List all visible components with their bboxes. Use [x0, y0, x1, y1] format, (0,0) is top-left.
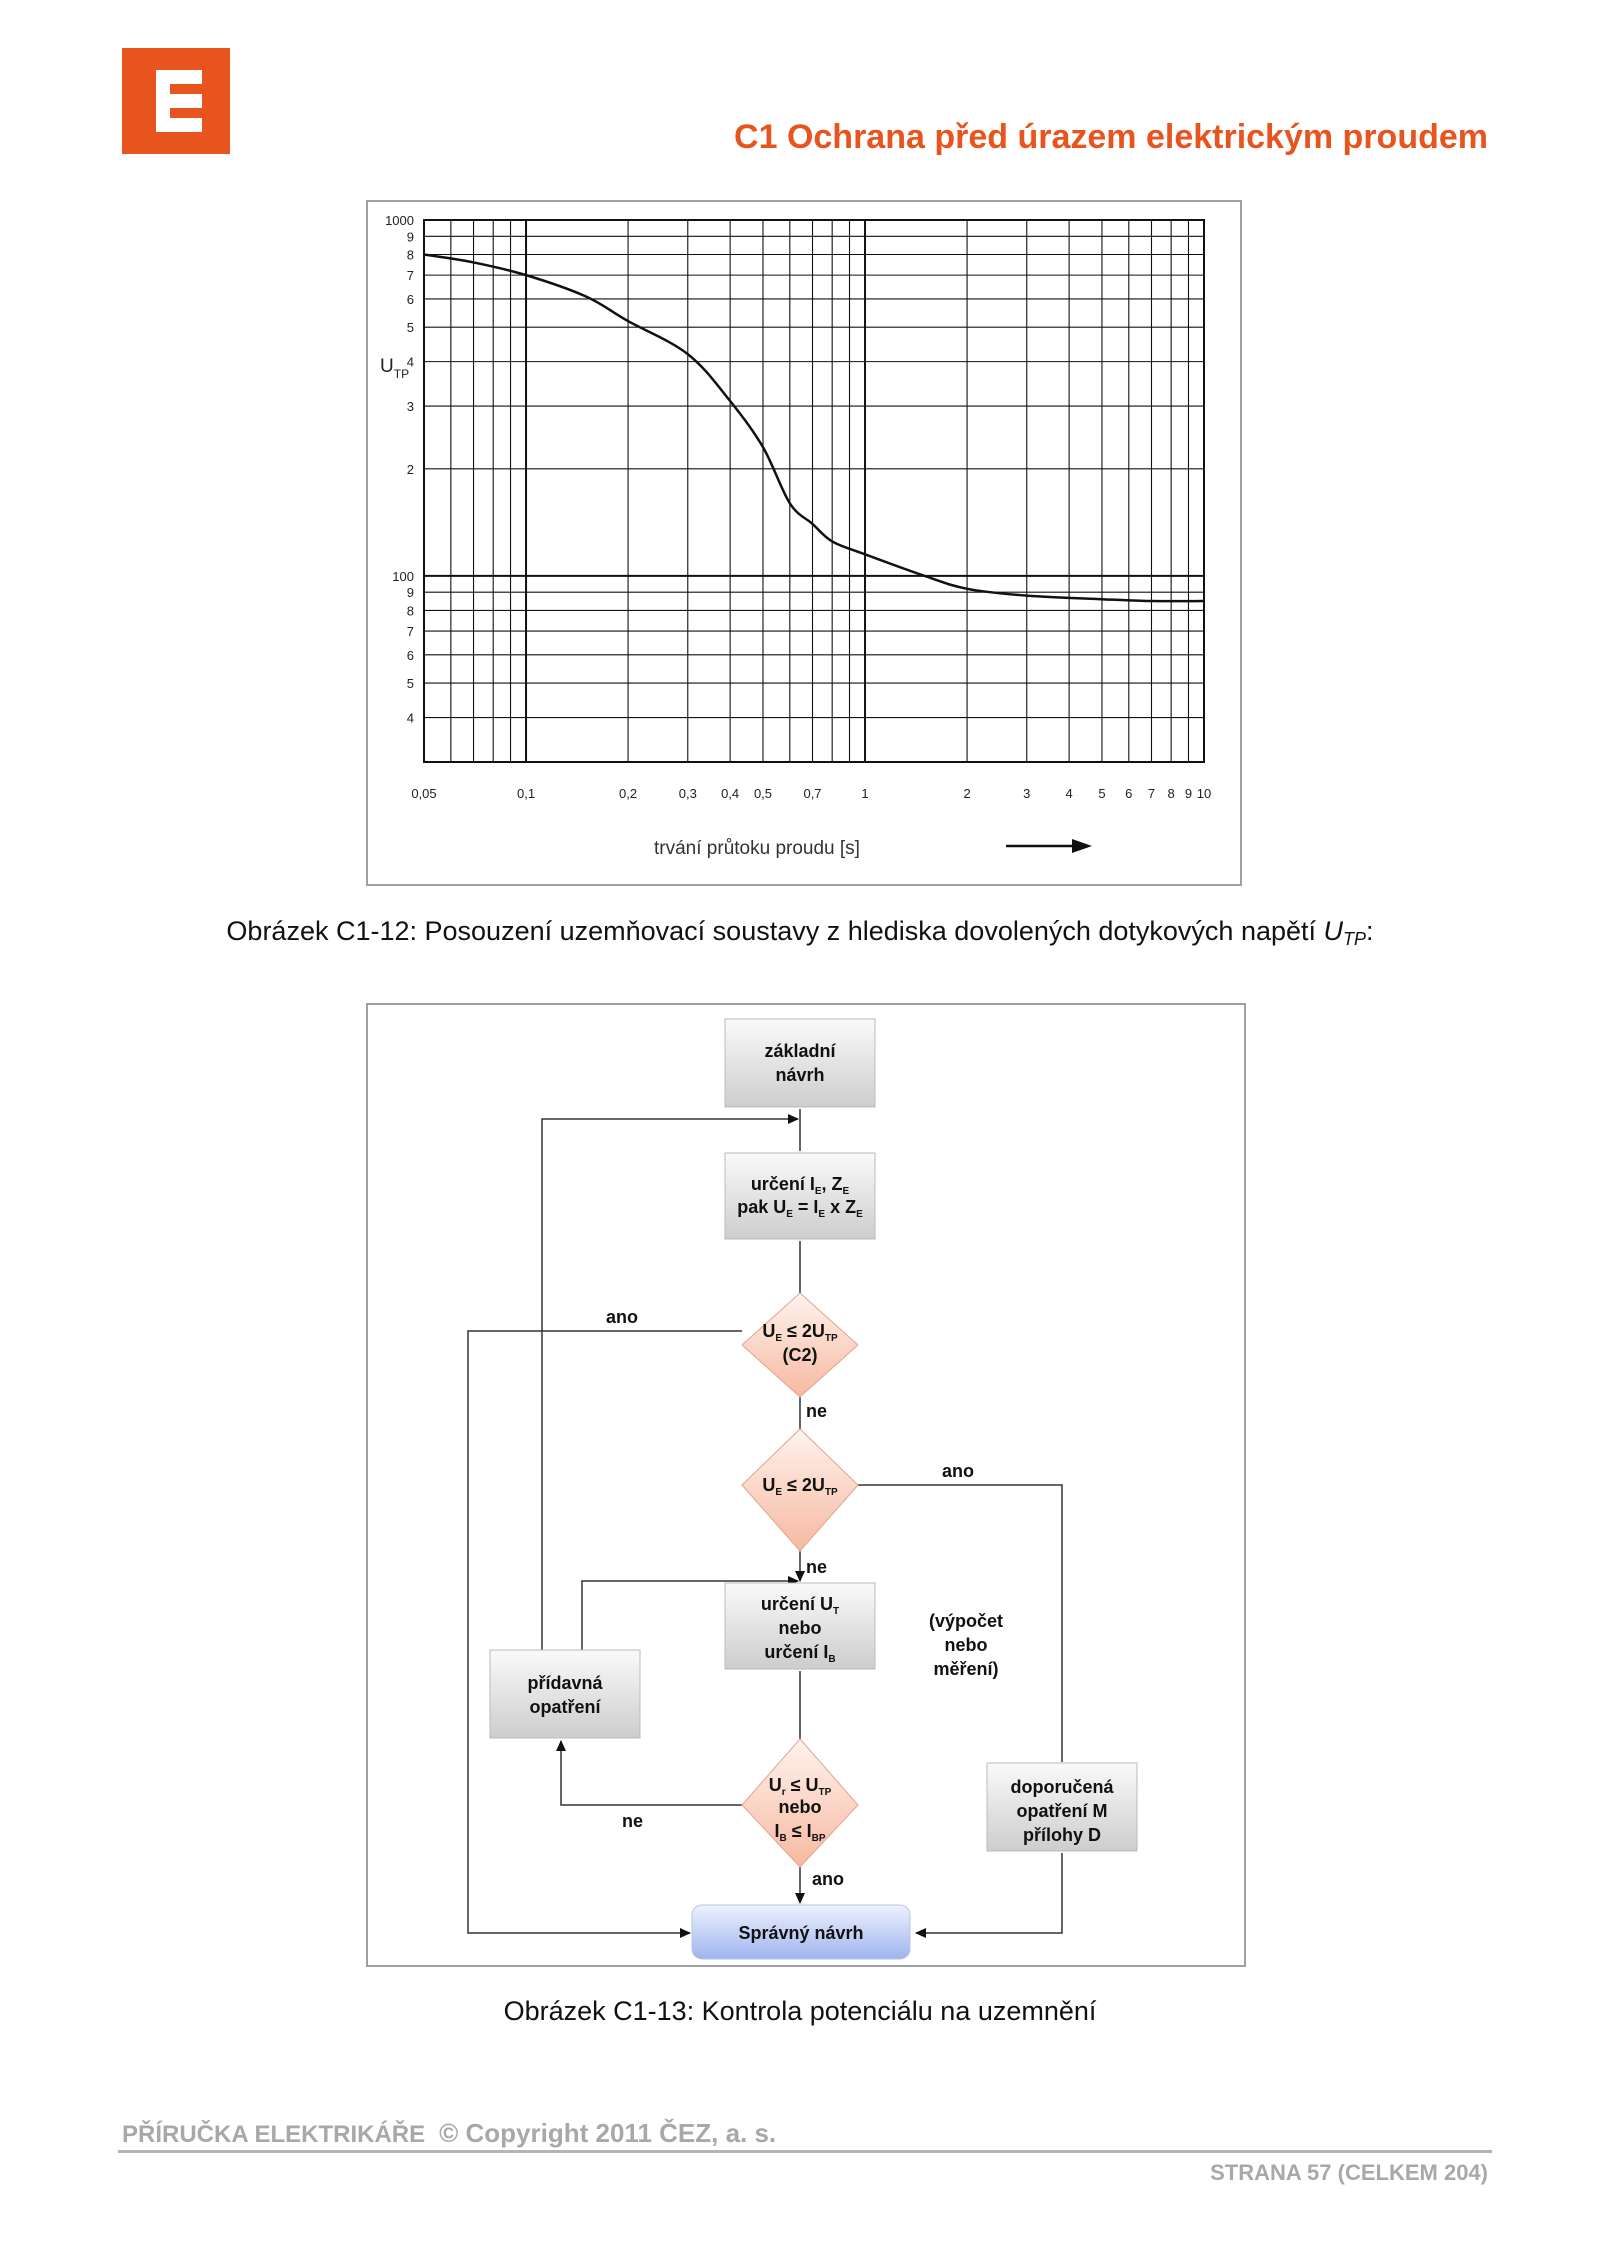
x-tick-label: 0,5 — [753, 786, 773, 801]
cez-logo — [122, 48, 230, 154]
svg-text:určení UT: určení $U_T$ — [760, 1594, 840, 1617]
svg-text:IB ≤ IBP: $I_B \le I_{BP}$ — [774, 1821, 826, 1844]
y-tick-label: 100 — [392, 568, 414, 584]
svg-text:Ur ≤ UTP: $U_r \le U_{TP}$ — [768, 1775, 832, 1798]
svg-text:UE ≤ 2UTP: $U_E \le 2U_{TP}$ — [762, 1321, 838, 1344]
footer-left — [122, 2118, 776, 2149]
svg-text:doporučená: doporučená — [1010, 1777, 1114, 1797]
figure-2-caption: Obrázek C1-13: Kontrola potenciálu na uzemnění — [503, 1996, 1097, 2026]
x-tick-label: 1 — [861, 786, 869, 801]
label-ano-2: ano — [942, 1461, 975, 1481]
figure-1-chart — [366, 200, 1242, 886]
svg-text:UE ≤ 2UTP: $U_E \le 2U_{TP}$ — [762, 1475, 838, 1498]
x-tick-label: 0,2 — [619, 786, 638, 801]
y-tick-label: 8 — [406, 247, 414, 263]
footer-divider — [118, 2150, 1492, 2153]
node-spravny-navrh — [692, 1905, 910, 1959]
x-tick-label: 0,7 — [803, 786, 822, 801]
svg-text:(výpočet: (výpočet — [928, 1611, 1004, 1631]
chart-series-line — [424, 254, 1204, 601]
footer-copyright: © Copyright 2011 ČEZ, a. s. — [439, 2118, 777, 2148]
svg-text:přídavná: přídavná — [527, 1673, 603, 1693]
y-tick-label: 1000 — [385, 213, 414, 228]
y-tick-label: 9 — [406, 585, 414, 601]
svg-text:nebo: nebo — [778, 1797, 822, 1817]
flowchart — [368, 1005, 1244, 1965]
figure-1-caption-end: : — [1366, 916, 1374, 946]
figure-2-flowchart — [366, 1003, 1246, 1967]
svg-text:pak UE = IE x ZE: pak $U_E = I_E$ x $Z_E$ — [737, 1197, 863, 1220]
svg-text:určení IB: určení $I_B$ — [764, 1642, 836, 1665]
footer-page-number: STRANA 57 (CELKEM 204) — [1210, 2160, 1488, 2185]
label-ne-3: ne — [622, 1811, 644, 1831]
edge-dec3-ne — [561, 1741, 742, 1805]
svg-text:měření): měření) — [933, 1659, 999, 1679]
svg-text:nebo: nebo — [778, 1618, 822, 1638]
y-tick-label: 6 — [406, 291, 414, 307]
svg-text:Správný návrh: Správný návrh — [738, 1923, 864, 1943]
x-tick-label: 0,4 — [721, 786, 740, 801]
node-pridavna-opatreni — [490, 1650, 640, 1738]
y-tick-label: 9 — [406, 229, 414, 245]
y-tick-label: 3 — [406, 399, 414, 415]
edge-dec1-ano — [468, 1331, 742, 1933]
right-arrow-icon — [1006, 839, 1092, 853]
y-tick-label: 4 — [406, 710, 414, 726]
y-tick-label: 5 — [406, 320, 414, 336]
node-urceni-ut — [725, 1583, 875, 1669]
x-tick-label: 6 — [1125, 786, 1133, 801]
y-tick-label: 5 — [406, 676, 414, 692]
x-tick-label: 5 — [1098, 786, 1106, 801]
y-tick-label: 4 — [406, 354, 414, 370]
figure-1-caption — [0, 916, 1600, 950]
y-tick-label: 8 — [406, 603, 414, 619]
node-zakladni-navrh — [725, 1019, 875, 1107]
svg-text:základní: základní — [764, 1041, 836, 1061]
svg-text:opatření: opatření — [529, 1697, 601, 1717]
node-doporucena-opatreni — [987, 1763, 1137, 1851]
page-title: C1 Ochrana před úrazem elektrickým proudem — [734, 118, 1488, 156]
edge-doporucena-spravny — [916, 1853, 1062, 1933]
node-urceni-ie-ze — [725, 1153, 875, 1239]
y-axis-label: $U_{TP}$ — [380, 356, 410, 381]
svg-text:přílohy D: přílohy D — [1022, 1825, 1102, 1845]
y-tick-label: 7 — [406, 268, 414, 284]
figure-1-caption-var: U — [1323, 916, 1344, 946]
decision-ur-utp — [742, 1739, 858, 1867]
svg-text:nebo: nebo — [944, 1635, 988, 1655]
x-tick-label: 8 — [1167, 786, 1175, 801]
label-ano-3: ano — [812, 1869, 845, 1889]
y-tick-label: 6 — [406, 647, 414, 663]
x-tick-label: 0,3 — [678, 786, 697, 801]
x-tick-labels — [411, 786, 1211, 801]
y-tick-label: 2 — [406, 461, 414, 477]
decision-ue-2utp-c2 — [742, 1293, 858, 1397]
svg-text:návrh: návrh — [775, 1065, 825, 1085]
svg-text:určení IE, ZE: určení $I_E$, $Z_E$ — [750, 1174, 850, 1197]
footer-publication: PŘÍRUČKA ELEKTRIKÁŘE — [122, 2121, 426, 2148]
chart — [368, 202, 1240, 884]
x-tick-label: 7 — [1147, 786, 1156, 801]
x-tick-label: 0,05 — [411, 786, 437, 801]
x-tick-label: 10 — [1196, 786, 1212, 801]
label-ano-1: ano — [606, 1307, 639, 1327]
figure-1-caption-sub: TP — [1343, 929, 1367, 949]
x-axis-label: trvání průtoku proudu [s] — [654, 838, 860, 859]
svg-text:(C2): (C2) — [782, 1345, 818, 1365]
x-tick-label: 4 — [1065, 786, 1073, 801]
svg-text:opatření M: opatření M — [1016, 1801, 1108, 1821]
chart-frame — [424, 220, 1204, 762]
chart-grid — [424, 220, 1204, 762]
label-ne-2: ne — [806, 1557, 828, 1577]
figure-1-caption-text: Obrázek C1-12: Posouzení uzemňovací soustavy z hlediska dovolených dotykových napětí — [226, 916, 1324, 946]
x-tick-label: 3 — [1023, 786, 1031, 801]
label-ne-1: ne — [806, 1401, 828, 1421]
decision-ue-2utp — [742, 1429, 858, 1551]
y-tick-labels — [385, 213, 414, 726]
y-tick-label: 7 — [406, 624, 414, 640]
x-tick-label: 2 — [963, 786, 971, 801]
note-vypocet-mereni — [929, 1611, 1003, 1679]
x-tick-label: 0,1 — [517, 786, 536, 801]
x-tick-label: 9 — [1184, 786, 1193, 801]
